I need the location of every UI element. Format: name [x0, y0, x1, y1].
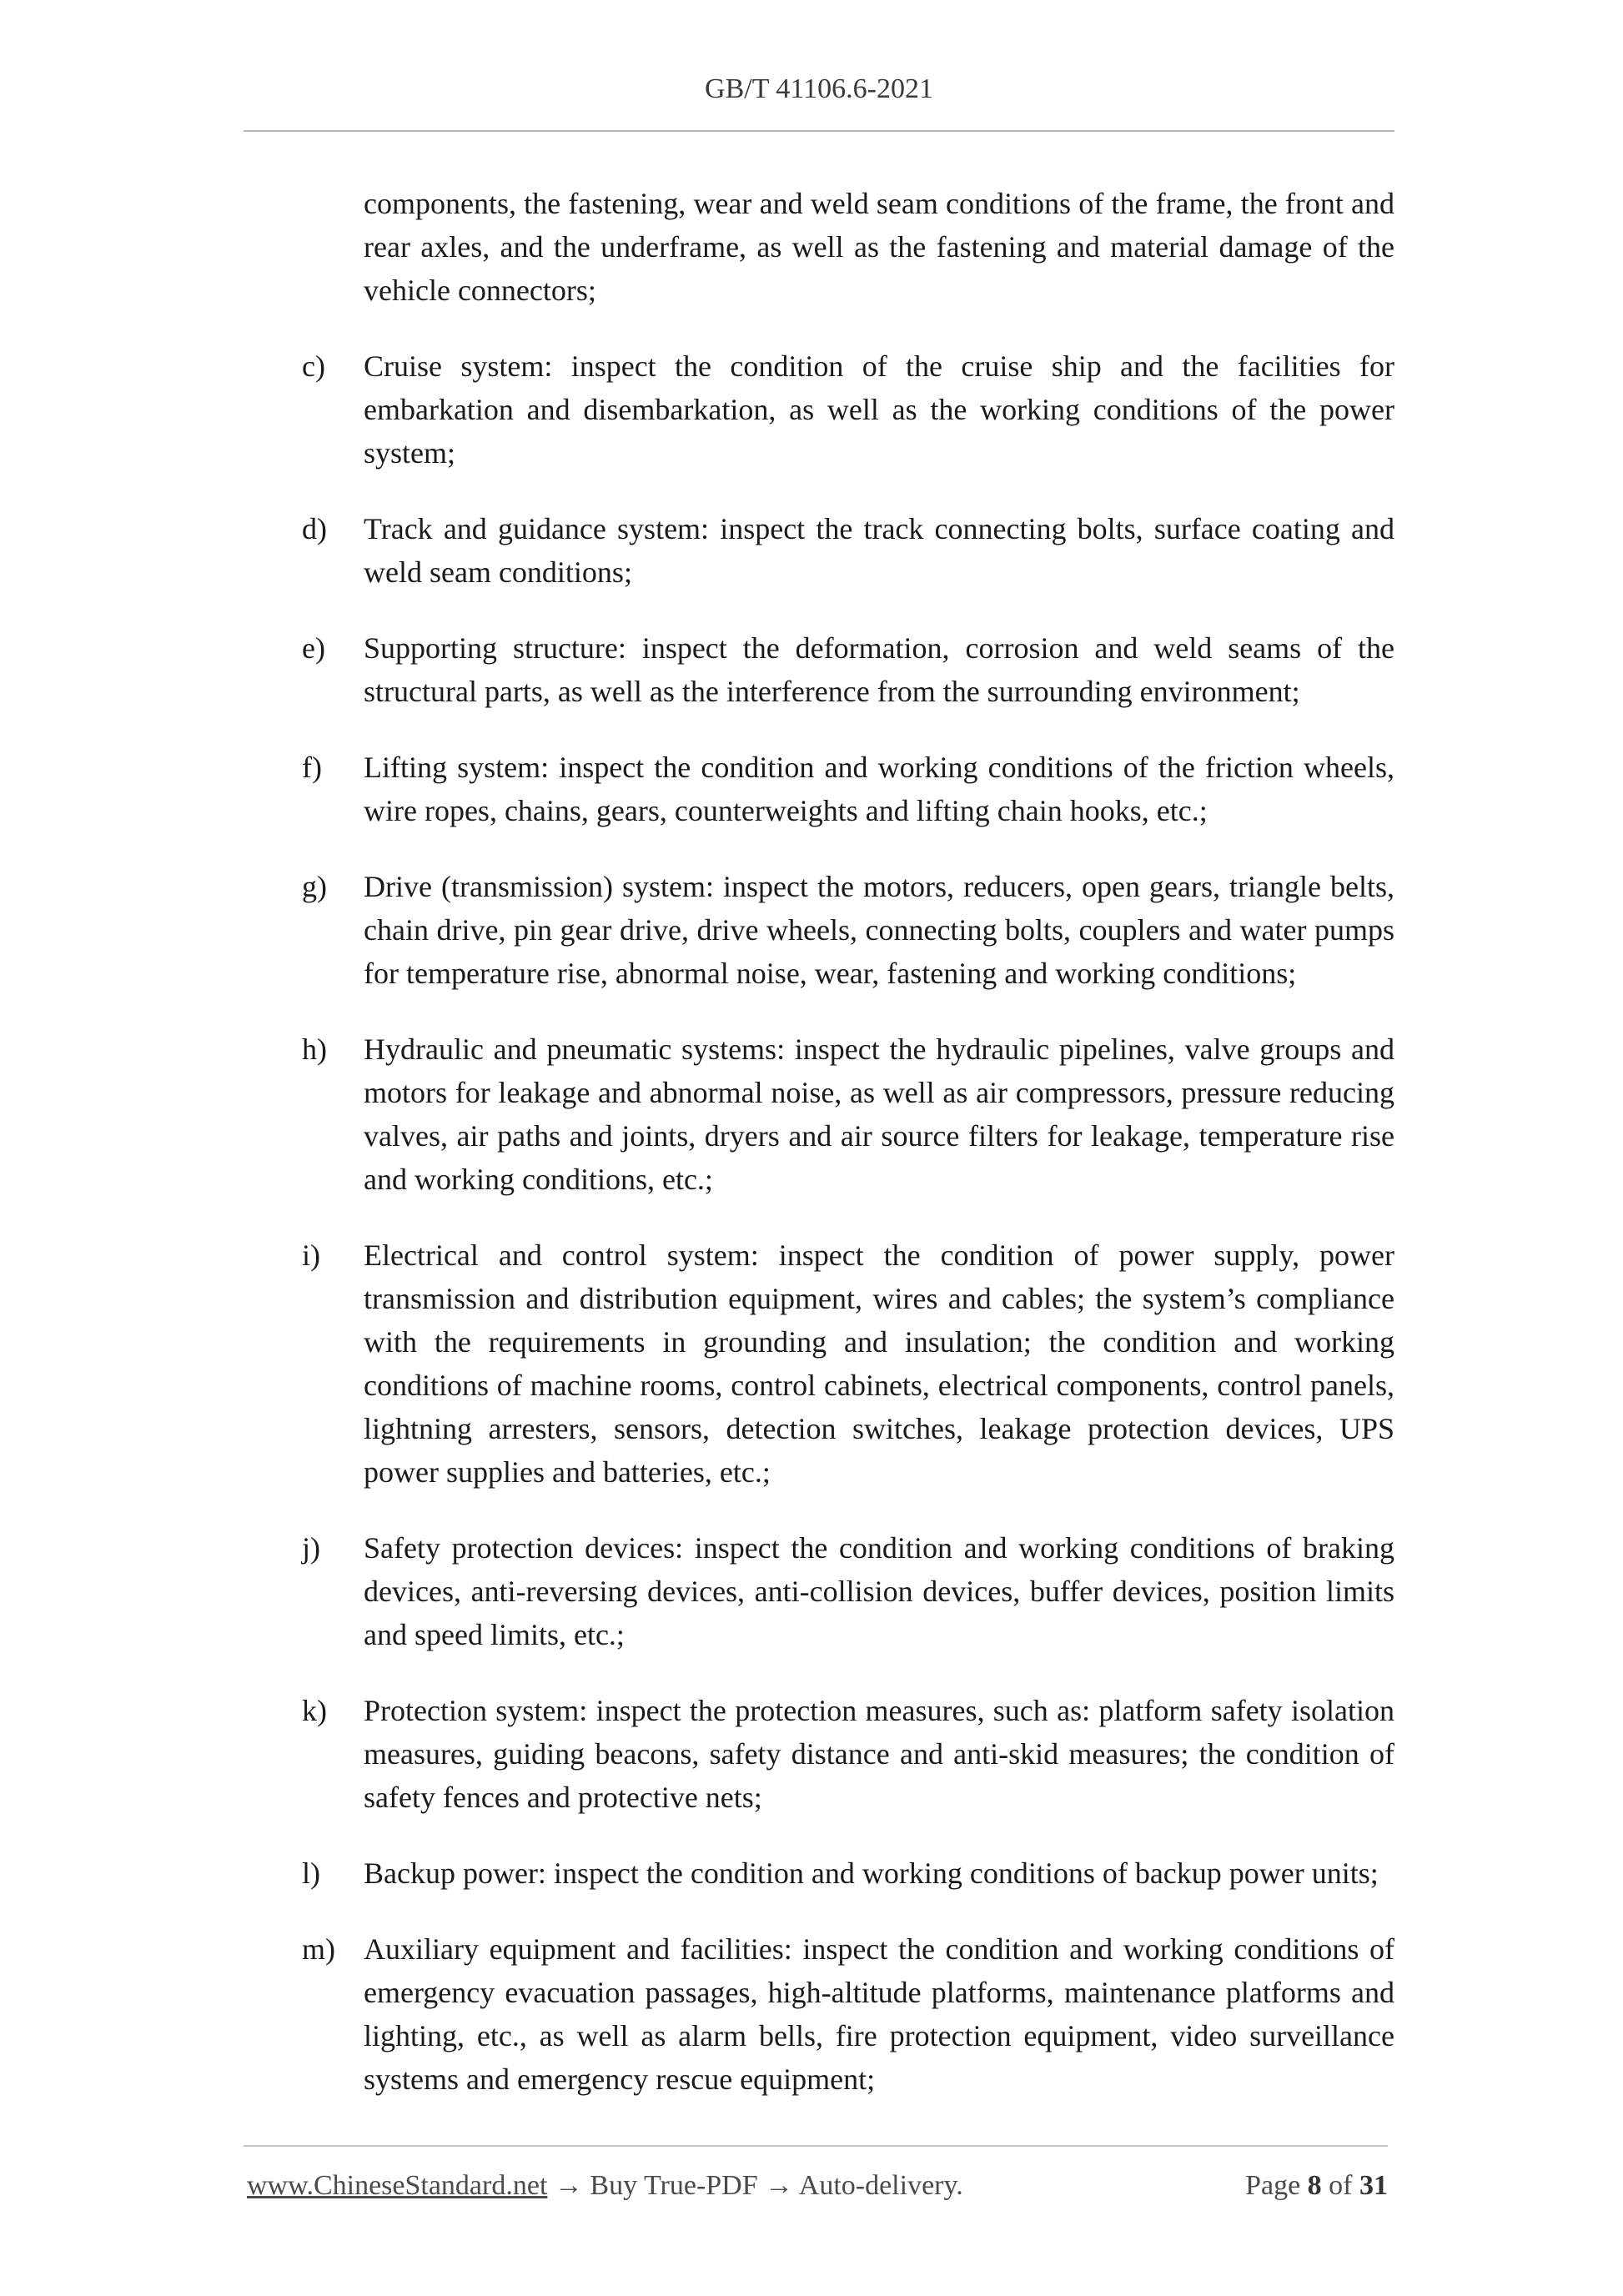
list-item-text: Supporting structure: inspect the deformation, corrosion and weld seams of the structural parts, as well as the interference from the surrounding environment;	[364, 631, 1394, 708]
document-code: GB/T 41106.6-2021	[705, 73, 933, 104]
of-label: of	[1329, 2170, 1353, 2201]
list-item-text: Protection system: inspect the protection measures, such as: platform safety isolation measures, guiding beacons, safety distance and anti-skid measures; the condition of safety fences and protective nets;	[364, 1694, 1394, 1814]
arrow-right-icon: →	[554, 2170, 583, 2201]
list-item-text: Cruise system: inspect the condition of the cruise ship and the facilities for embarkation and disembarkation, as well as the working conditions of the power system;	[364, 349, 1394, 470]
document-body	[302, 182, 1394, 2133]
page-number: 8	[1307, 2170, 1322, 2201]
list-item-text: Hydraulic and pneumatic systems: inspect the hydraulic pipelines, valve groups and motors for leakage and abnormal noise, as well as air compressors, pressure reducing valves, air paths and joints, dryers and air source filters for leakage, temperature rise and working conditions, etc.;	[364, 1032, 1394, 1196]
list-marker: d)	[302, 512, 327, 545]
list-marker: g)	[302, 870, 327, 903]
page-indicator	[1245, 2170, 1388, 2202]
continuation-paragraph: components, the fastening, wear and weld seam conditions of the frame, the front and rear axles, and the underframe, as well as the fastening and material damage of the vehicle connectors;	[364, 187, 1394, 307]
list-item-text: Drive (transmission) system: inspect the motors, reducers, open gears, triangle belts, chain drive, pin gear drive, drive wheels, connecting bolts, couplers and water pumps for temperature rise, abnormal noise, wear, fastening and working conditions;	[364, 870, 1394, 990]
list-item-g	[302, 865, 1394, 995]
page-total: 31	[1359, 2170, 1388, 2201]
document-header	[244, 73, 1394, 105]
list-item-i	[302, 1233, 1394, 1494]
list-item-text: Auxiliary equipment and facilities: inspect the condition and working conditions of emergency evacuation passages, high-altitude platforms, maintenance platforms and lighting, etc., as well as alarm bells, fire protection equipment, video surveillance systems and emergency rescue equipment;	[364, 1932, 1394, 2096]
list-marker: c)	[302, 349, 325, 383]
arrow-right-icon: →	[765, 2170, 794, 2201]
list-item-text: Safety protection devices: inspect the condition and working conditions of braking devices, anti-reversing devices, anti-collision devices, buffer devices, position limits and speed limits, etc.;	[364, 1531, 1394, 1651]
list-marker: l)	[302, 1856, 320, 1890]
list-marker: j)	[302, 1531, 320, 1565]
auto-delivery-text: Auto-delivery.	[798, 2170, 963, 2201]
footer-promo	[247, 2170, 963, 2202]
page-label: Page	[1245, 2170, 1301, 2201]
list-item-c	[302, 344, 1394, 475]
list-item-l	[302, 1851, 1394, 1895]
list-item-d	[302, 507, 1394, 594]
page-footer	[247, 2170, 1388, 2202]
list-item-e	[302, 626, 1394, 713]
list-item-j	[302, 1526, 1394, 1656]
list-marker: e)	[302, 631, 325, 665]
list-marker: k)	[302, 1694, 327, 1727]
header-divider	[244, 130, 1394, 132]
buy-true-pdf-text: Buy True-PDF	[590, 2170, 758, 2201]
list-item-h	[302, 1027, 1394, 1201]
list-item-text: Track and guidance system: inspect the track connecting bolts, surface coating and weld seam conditions;	[364, 512, 1394, 589]
chinesestandard-link[interactable]: www.ChineseStandard.net	[247, 2170, 548, 2201]
footer-divider	[244, 2145, 1388, 2147]
list-marker: m)	[302, 1932, 335, 1966]
list-item-f	[302, 746, 1394, 832]
list-item-text: Backup power: inspect the condition and working conditions of backup power units;	[364, 1856, 1379, 1890]
list-marker: f)	[302, 751, 322, 784]
list-item-k	[302, 1689, 1394, 1819]
list-marker: h)	[302, 1032, 327, 1066]
list-item-m	[302, 1927, 1394, 2101]
list-item-text: Electrical and control system: inspect the condition of power supply, power transmission and distribution equipment, wires and cables; the system’s compliance with the requirements in grounding and insulation; the condition and working conditions of machine rooms, control cabinets, electrical components, control panels, lightning arresters, sensors, detection switches, leakage protection devices, UPS power supplies and batteries, etc.;	[364, 1238, 1394, 1489]
list-marker: i)	[302, 1238, 320, 1272]
list-item-text: Lifting system: inspect the condition and working conditions of the friction wheels, wire ropes, chains, gears, counterweights and lifting chain hooks, etc.;	[364, 751, 1394, 827]
